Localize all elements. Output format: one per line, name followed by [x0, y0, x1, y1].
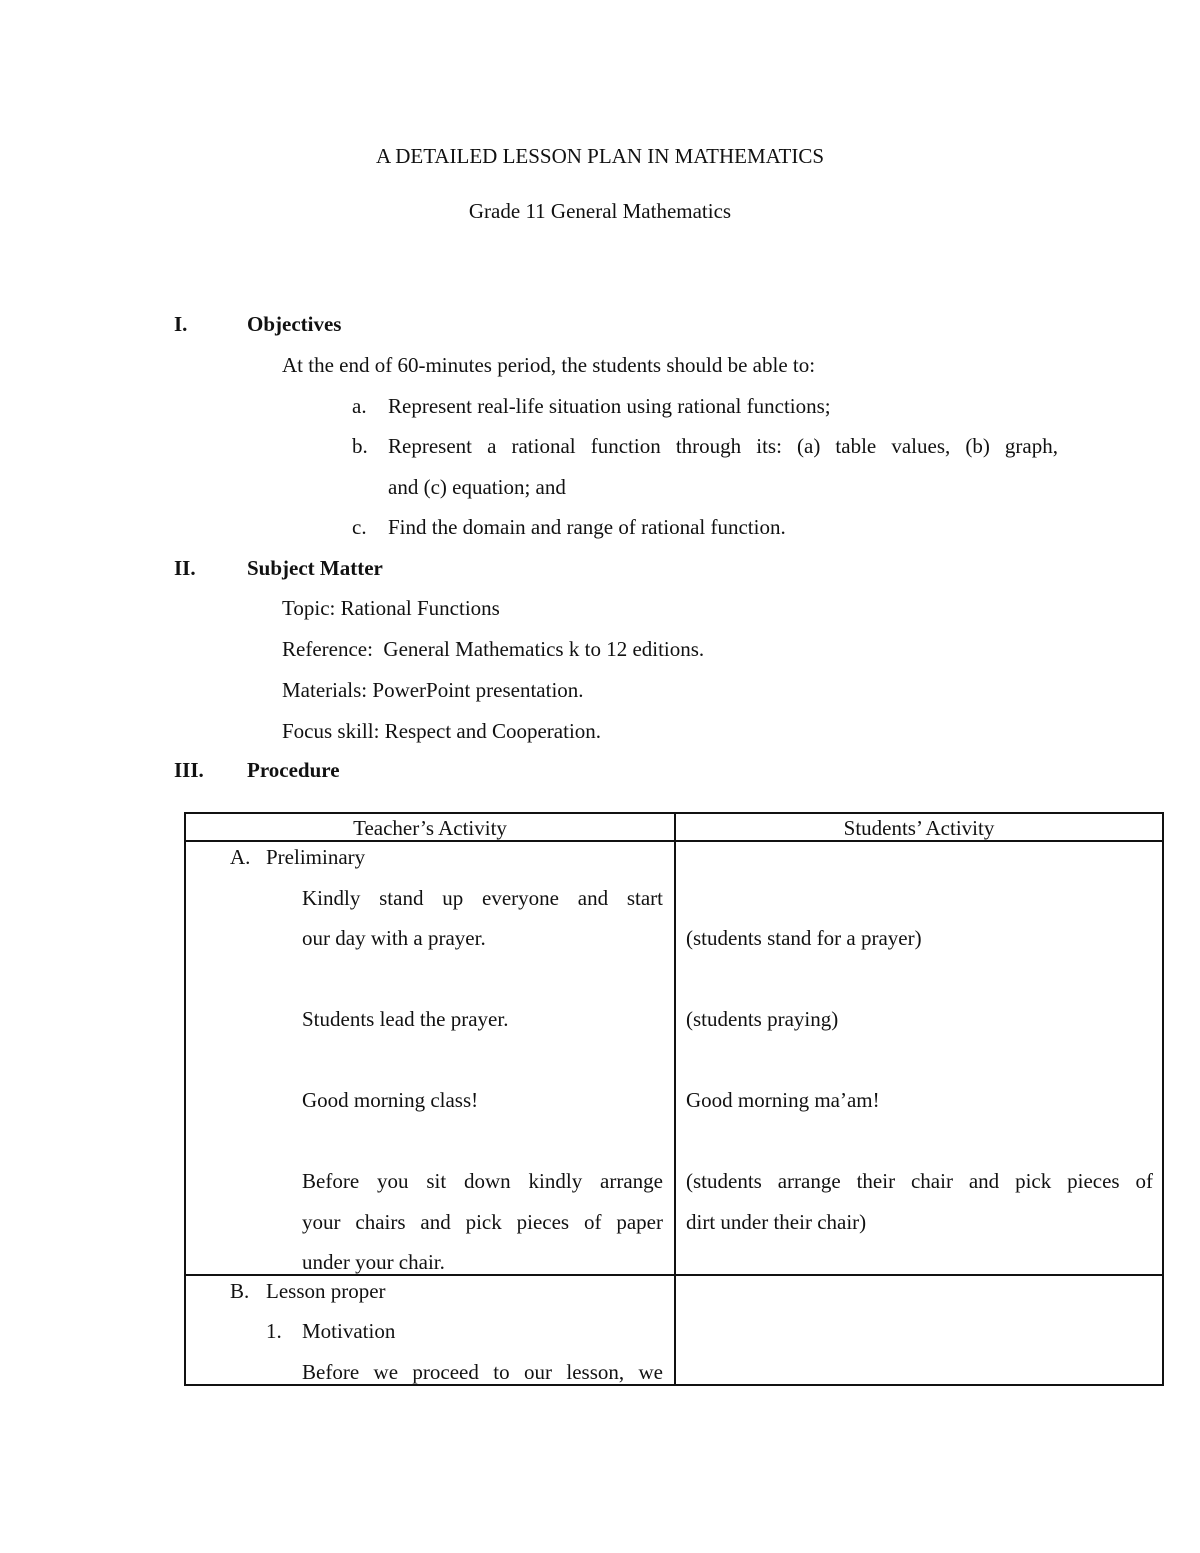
lesson-proper-label: Lesson proper	[266, 1279, 386, 1303]
student-activity-line: (students arrange their chair and pick pieces of	[686, 1169, 1153, 1193]
preliminary-marker: A.	[230, 845, 251, 869]
student-activity-line: dirt under their chair)	[686, 1210, 867, 1234]
section-numeral-objectives: I.	[174, 312, 188, 336]
table-header-divider	[184, 840, 1164, 842]
teacher-activity-line: Good morning class!	[302, 1088, 479, 1112]
table-row-divider	[184, 1274, 1164, 1276]
table-header-students: Students’ Activity	[843, 816, 995, 840]
teacher-activity-line: our day with a prayer.	[302, 926, 486, 950]
objective-item-c: Find the domain and range of rational function.	[388, 515, 786, 539]
objective-item-a: Represent real-life situation using rational functions;	[388, 394, 831, 418]
motivation-label: Motivation	[302, 1319, 396, 1343]
objective-marker-c: c.	[352, 515, 367, 539]
section-heading-subject-matter: Subject Matter	[247, 556, 383, 580]
objectives-intro: At the end of 60-minutes period, the students should be able to:	[282, 353, 816, 377]
objective-item-b-line2: and (c) equation; and	[388, 475, 566, 499]
subject-focus-skill: Focus skill: Respect and Cooperation.	[282, 719, 602, 743]
subject-topic: Topic: Rational Functions	[282, 596, 500, 620]
student-activity-line: Good morning ma’am!	[686, 1088, 880, 1112]
objective-marker-b: b.	[352, 434, 368, 458]
preliminary-label: Preliminary	[266, 845, 366, 869]
teacher-activity-line: your chairs and pick pieces of paper	[302, 1210, 663, 1234]
motivation-text: Before we proceed to our lesson, we	[302, 1360, 663, 1384]
table-column-divider	[674, 812, 676, 1386]
document-title: A DETAILED LESSON PLAN IN MATHEMATICS	[375, 144, 825, 168]
section-heading-procedure: Procedure	[247, 758, 340, 782]
section-numeral-procedure: III.	[174, 758, 204, 782]
teacher-activity-line: under your chair.	[302, 1250, 445, 1274]
student-activity-line: (students praying)	[686, 1007, 839, 1031]
lesson-proper-marker: B.	[230, 1279, 250, 1303]
subject-materials: Materials: PowerPoint presentation.	[282, 678, 584, 702]
teacher-activity-line: Before you sit down kindly arrange	[302, 1169, 663, 1193]
teacher-activity-line: Students lead the prayer.	[302, 1007, 509, 1031]
document-subtitle: Grade 11 General Mathematics	[468, 199, 732, 223]
objective-marker-a: a.	[352, 394, 367, 418]
student-activity-line: (students stand for a prayer)	[686, 926, 922, 950]
section-numeral-subject-matter: II.	[174, 556, 196, 580]
teacher-activity-line: Kindly stand up everyone and start	[302, 886, 663, 910]
section-heading-objectives: Objectives	[247, 312, 342, 336]
table-header-teacher: Teacher’s Activity	[353, 816, 507, 840]
objective-item-b-line1: Represent a rational function through its: (a) table values, (b) graph,	[388, 434, 1058, 458]
subject-reference: Reference: General Mathematics k to 12 editions.	[282, 637, 705, 661]
motivation-marker: 1.	[266, 1319, 282, 1343]
